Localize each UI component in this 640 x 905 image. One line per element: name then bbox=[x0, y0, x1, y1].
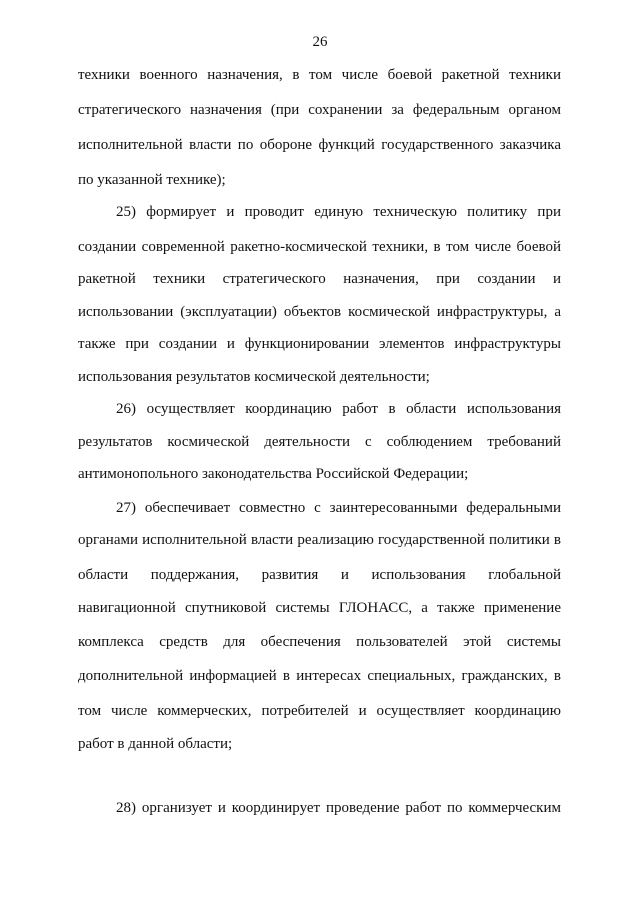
text-line: ракетной техники стратегического назначения, при создании и bbox=[78, 271, 561, 287]
text-line: органами исполнительной власти реализацию государственной политики в bbox=[78, 532, 561, 548]
text-line: по указанной технике); bbox=[78, 172, 226, 188]
text-line: техники военного назначения, в том числе боевой ракетной техники bbox=[78, 67, 561, 83]
page-number: 26 bbox=[312, 34, 328, 50]
text-line: 25) формирует и проводит единую техническую политику при bbox=[116, 204, 561, 220]
text-line: работ в данной области; bbox=[78, 736, 233, 752]
text-line: том числе коммерческих, потребителей и осуществляет координацию bbox=[78, 703, 561, 719]
text-line: использовании (эксплуатации) объектов космической инфраструктуры, а bbox=[78, 304, 561, 320]
text-line: 28) организует и координирует проведение работ по коммерческим bbox=[116, 800, 561, 816]
text-line: навигационной спутниковой системы ГЛОНАСС, а также применение bbox=[78, 600, 561, 616]
text-line: антимонопольного законодательства Российской Федерации; bbox=[78, 466, 469, 482]
text-line: стратегического назначения (при сохранении за федеральным органом bbox=[78, 102, 561, 118]
text-line: 26) осуществляет координацию работ в области использования bbox=[116, 401, 561, 417]
text-line: 27) обеспечивает совместно с заинтересованными федеральными bbox=[116, 500, 561, 516]
text-line: области поддержания, развития и использования глобальной bbox=[78, 567, 561, 583]
text-line: создании современной ракетно-космической техники, в том числе боевой bbox=[78, 239, 561, 255]
text-line: использования результатов космической деятельности; bbox=[78, 369, 430, 385]
text-line: исполнительной власти по обороне функций государственного заказчика bbox=[78, 137, 561, 153]
text-line: результатов космической деятельности с соблюдением требований bbox=[78, 434, 561, 450]
text-line: также при создании и функционировании элементов инфраструктуры bbox=[78, 336, 561, 352]
text-line: дополнительной информацией в интересах специальных, гражданских, в bbox=[78, 668, 561, 684]
text-line: комплекса средств для обеспечения пользователей этой системы bbox=[78, 634, 561, 650]
